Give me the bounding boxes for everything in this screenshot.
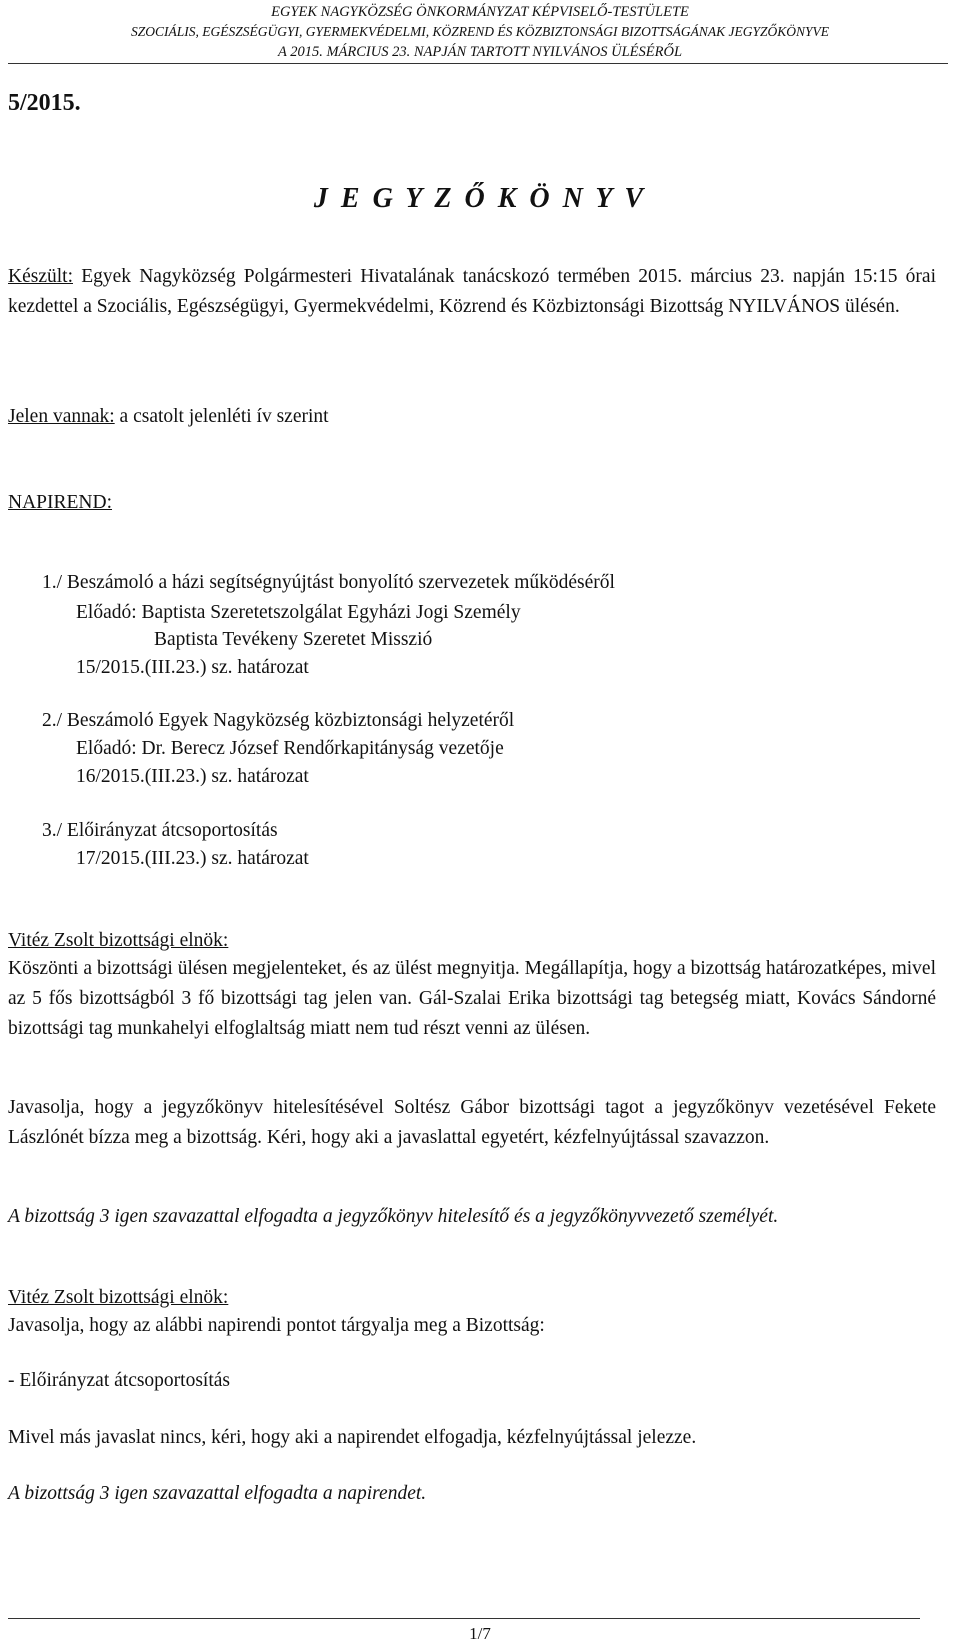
authentication-proposal-paragraph: Javasolja, hogy a jegyzőkönyv hitelesítésével Soltész Gábor bizottsági tagot a jegyzőkönyv vezetésével Fekete Lászlónét bízza meg a bizottság. Kéri, hogy aki a javaslattal egyetért, kézfelnyújtással szavazzon. [8, 1097, 936, 1148]
napirend-label: NAPIREND: [8, 492, 113, 513]
document-title: J E G Y Z Ő K Ö N Y V [313, 183, 647, 214]
agenda-item-3-title: 3./ Előirányzat átcsoportosítás [42, 820, 278, 841]
vote-result-2: A bizottság 3 igen szavazattal elfogadta a napirendet. [8, 1483, 427, 1504]
header-line-2: SZOCIÁLIS, EGÉSZSÉGÜGYI, GYERMEKVÉDELMI, KÖZREND ÉS KÖZBIZTONSÁGI BIZOTTSÁGÁNAK JEGYZŐKÖNYVE [130, 24, 830, 39]
opening-paragraph: Köszönti a bizottsági ülésen megjelenteket, és az ülést megnyitja. Megállapítja, hogy a bizottság határozatképes, mivel az 5 fős bizottságból 3 fő bizottsági tag jelen van. Gál-Szalai Erika bizottsági tag betegség miatt, Kovács Sándorné bizottsági tag munkahelyi elfoglaltság miatt nem tud részt venni az ülésen. [8, 958, 936, 1039]
agenda-item-3-decision: 17/2015.(III.23.) sz. határozat [76, 848, 309, 869]
document-number: 5/2015. [8, 90, 81, 116]
agenda-item-1-presenter: Előadó: Baptista Szeretetszolgálat Egyházi Jogi Személy [76, 602, 521, 623]
page-header [0, 2, 960, 62]
agenda-proposal-text: Javasolja, hogy az alábbi napirendi pontot tárgyalja meg a Bizottság: [8, 1315, 545, 1336]
vote-request-text: Mivel más javaslat nincs, kéri, hogy aki a napirendet elfogadja, kézfelnyújtással jelezze. [8, 1427, 697, 1448]
header-divider [8, 63, 948, 64]
agenda-item-1-title: 1./ Beszámoló a házi segítségnyújtást bonyolító szervezetek működéséről [42, 572, 615, 593]
agenda-item-1-presenter-2: Baptista Tevékeny Szeretet Misszió [154, 629, 433, 650]
keszult-paragraph [8, 262, 936, 322]
header-line-1: EGYEK NAGYKÖZSÉG ÖNKORMÁNYZAT KÉPVISELŐ-TESTÜLETE [271, 4, 689, 20]
agenda-item-2-presenter: Előadó: Dr. Berecz József Rendőrkapitányság vezetője [76, 738, 504, 759]
keszult-label: Készült: [8, 266, 73, 287]
jelen-paragraph [8, 402, 936, 432]
speaker-chairman-2: Vitéz Zsolt bizottsági elnök: [8, 1287, 229, 1308]
agenda-item-2-title: 2./ Beszámoló Egyek Nagyközség közbiztonsági helyzetéről [42, 710, 515, 731]
jelen-text: a csatolt jelenléti ív szerint [114, 406, 329, 427]
header-line-3: A 2015. MÁRCIUS 23. NAPJÁN TARTOTT NYILVÁNOS ÜLÉSÉRŐL [277, 44, 683, 60]
vote-result-1: A bizottság 3 igen szavazattal elfogadta a jegyzőkönyv hitelesítő és a jegyzőkönyvvezető személyét. [8, 1206, 779, 1227]
speaker-chairman-1: Vitéz Zsolt bizottsági elnök: [8, 930, 229, 951]
agenda-item-1-decision: 15/2015.(III.23.) sz. határozat [76, 657, 309, 678]
agenda-proposal-item: - Előirányzat átcsoportosítás [8, 1370, 231, 1391]
keszult-text: Egyek Nagyközség Polgármesteri Hivatalának tanácskozó termében 2015. március 23. napján 15:15 órai kezdettel a Szociális, Egészségügyi, Gyermekvédelmi, Közrend és Közbiztonsági Bizottság NYILVÁNOS ülésén. [8, 266, 936, 317]
agenda-item-2-decision: 16/2015.(III.23.) sz. határozat [76, 766, 309, 787]
footer-divider [8, 1618, 920, 1619]
jelen-label: Jelen vannak: [8, 406, 115, 427]
page-number: 1/7 [469, 1624, 491, 1643]
